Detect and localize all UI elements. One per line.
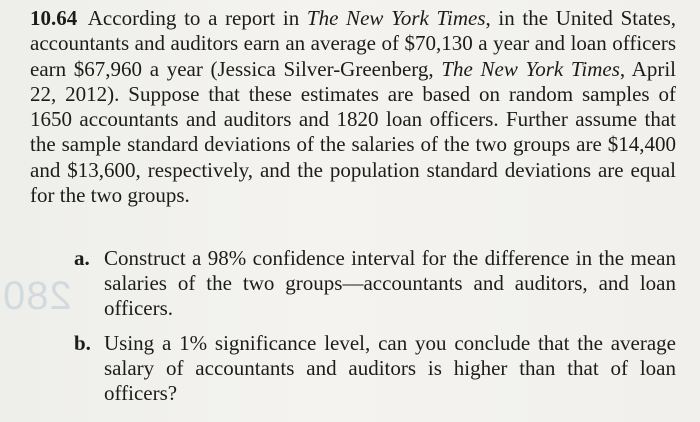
- part-text: Construct a 98% confidence interval for the difference in the mean salaries of the two groups—accountants and auditors, and loan officers.: [104, 246, 676, 320]
- part-label: a.: [74, 246, 90, 270]
- problem-statement: [30, 6, 676, 208]
- part-a: [74, 246, 676, 321]
- problem-parts: [74, 246, 676, 406]
- problem-number: 10.64: [30, 6, 78, 30]
- source-title-2: The New York Times: [441, 56, 620, 81]
- part-b: [74, 331, 676, 406]
- problem-text-part3: , April 22, 2012). Suppose that these estimates are based on random samples of 1650 accountants and auditors and 1820 loan officers. Further assume that the sample standard deviations of the salaries of the two groups are $14,400 and $13,600, respectively, and the population standard deviations are equal for the two groups.: [30, 56, 677, 208]
- problem-text-part1: According to a report in: [87, 6, 307, 30]
- part-text: Using a 1% significance level, can you conclude that the average salary of accountants and auditors is higher than that of loan officers?: [104, 331, 676, 405]
- part-label: b.: [74, 331, 91, 355]
- problem-text-part2: , in the United States, accountants and auditors earn an average of $70,130 a year and loan officers earn $67,960 a year (Jessica Silver-Greenberg,: [30, 6, 676, 81]
- source-title-1: The New York Times: [306, 6, 486, 30]
- bleed-through-text: 280: [2, 274, 72, 318]
